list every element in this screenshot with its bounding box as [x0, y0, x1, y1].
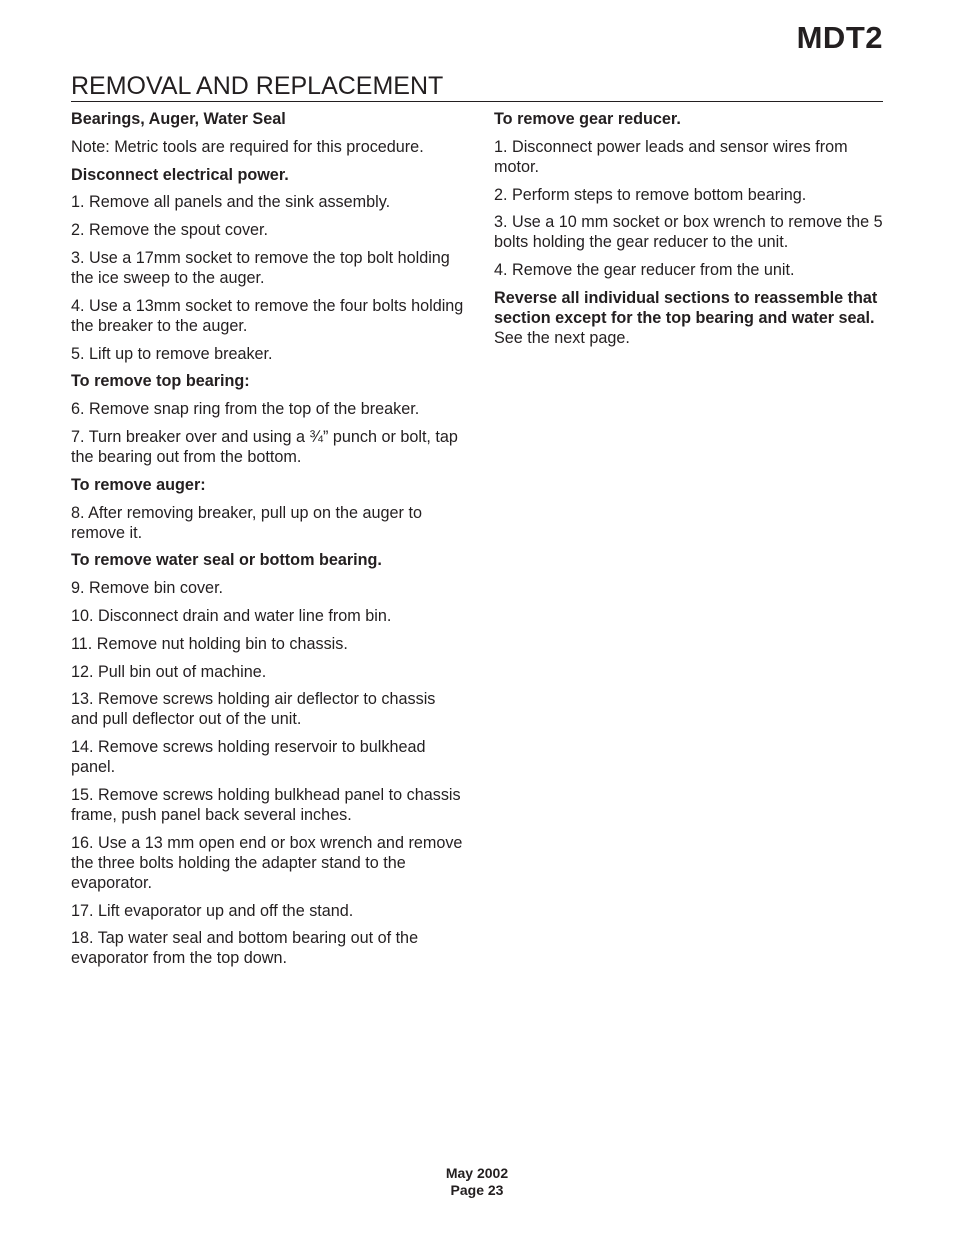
heading-gear-reducer: To remove gear reducer.: [494, 110, 681, 128]
footer-date: May 2002: [445, 1165, 509, 1181]
step-15: 15. Remove screws holding bulkhead panel to chassis frame, push panel back several inches.: [71, 785, 461, 824]
step-12: 12. Pull bin out of machine.: [71, 662, 267, 681]
reassembly-note-normal: See the next page.: [494, 328, 630, 347]
gear-step-3: 3. Use a 10 mm socket or box wrench to remove the 5 bolts holding the gear reducer to the unit.: [494, 213, 883, 252]
step-13: 13. Remove screws holding air deflector to chassis and pull deflector out of the unit.: [71, 690, 436, 729]
heading-water-seal-bottom-bearing: To remove water seal or bottom bearing.: [71, 551, 382, 570]
step-6: 6. Remove snap ring from the top of the breaker.: [71, 400, 420, 419]
reassembly-note-bold: Reverse all individual sections to reassemble that section except for the top bearing and water seal.: [494, 288, 878, 327]
heading-bearings-auger-water-seal: Bearings, Auger, Water Seal: [71, 110, 286, 128]
model-number: MDT2: [796, 20, 883, 55]
left-column: [71, 109, 466, 976]
step-14: 14. Remove screws holding reservoir to bulkhead panel.: [71, 738, 426, 777]
step-8: 8. After removing breaker, pull up on the auger to remove it.: [71, 503, 422, 542]
step-17: 17. Lift evaporator up and off the stand.: [71, 901, 354, 920]
step-4: 4. Use a 13mm socket to remove the four bolts holding the breaker to the auger.: [71, 296, 464, 335]
step-10: 10. Disconnect drain and water line from bin.: [71, 606, 392, 625]
gear-step-1: 1. Disconnect power leads and sensor wires from motor.: [494, 137, 848, 176]
step-1: 1. Remove all panels and the sink assembly.: [71, 193, 391, 212]
step-16: 16. Use a 13 mm open end or box wrench and remove the three bolts holding the adapter stand to the evaporator.: [71, 833, 463, 892]
header-divider: [71, 101, 883, 102]
page-footer: [0, 1165, 954, 1199]
reassembly-note: [494, 288, 883, 348]
heading-disconnect-power: Disconnect electrical power.: [71, 165, 289, 184]
heading-auger: To remove auger:: [71, 475, 206, 494]
step-3: 3. Use a 17mm socket to remove the top bolt holding the ice sweep to the auger.: [71, 248, 450, 287]
section-title: REMOVAL AND REPLACEMENT: [71, 72, 444, 100]
heading-top-bearing: To remove top bearing:: [71, 372, 250, 391]
step-18: 18. Tap water seal and bottom bearing out of the evaporator from the top down.: [71, 929, 419, 968]
step-5: 5. Lift up to remove breaker.: [71, 344, 273, 363]
step-2: 2. Remove the spout cover.: [71, 221, 269, 240]
right-column: [494, 109, 883, 356]
step-11: 11. Remove nut holding bin to chassis.: [71, 634, 348, 653]
gear-step-2: 2. Perform steps to remove bottom bearing.: [494, 185, 807, 204]
gear-step-4: 4. Remove the gear reducer from the unit.: [494, 261, 795, 280]
footer-page-number: Page 23: [450, 1182, 504, 1198]
note-metric-tools: Note: Metric tools are required for this procedure.: [71, 137, 424, 156]
step-7: 7. Turn breaker over and using a ¾” punch or bolt, tap the bearing out from the bottom.: [71, 427, 458, 466]
step-9: 9. Remove bin cover.: [71, 579, 224, 598]
